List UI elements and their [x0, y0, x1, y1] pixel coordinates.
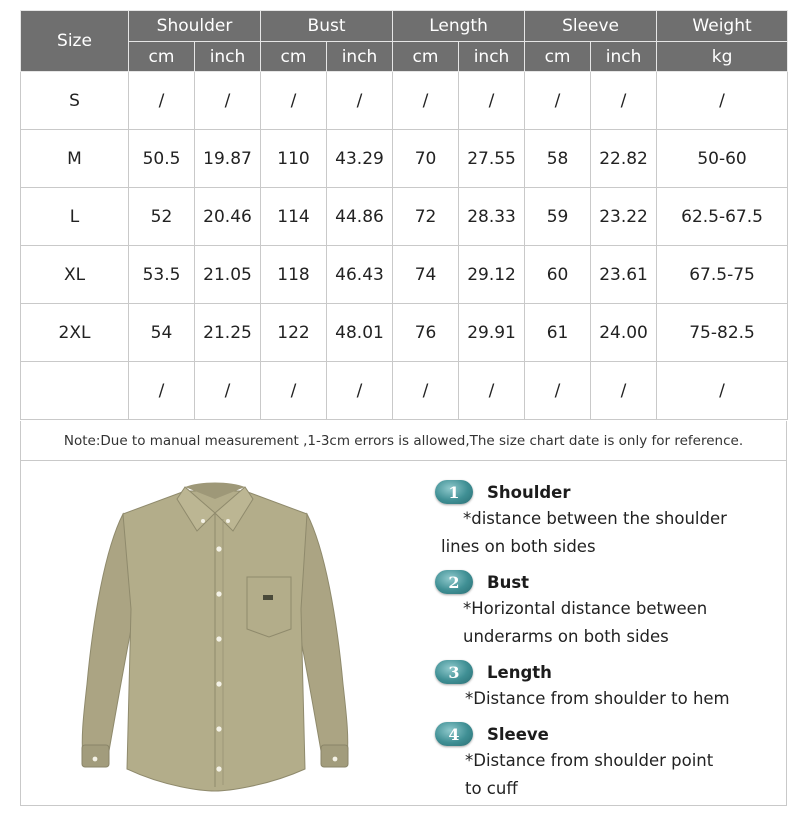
definition-line: underarms on both sides [463, 627, 669, 646]
table-cell: / [393, 72, 459, 130]
definition-title: Shoulder [487, 482, 571, 502]
size-cell: S [21, 72, 129, 130]
table-cell: 21.05 [195, 246, 261, 304]
definition-line: *Horizontal distance between [463, 599, 708, 618]
table-cell: / [459, 362, 525, 420]
table-cell: / [327, 362, 393, 420]
size-cell: XL [21, 246, 129, 304]
unit-header: inch [591, 42, 657, 72]
button [216, 726, 221, 731]
table-row [21, 188, 788, 246]
table-cell: 29.91 [459, 304, 525, 362]
size-cell: M [21, 130, 129, 188]
table-cell: 23.61 [591, 246, 657, 304]
definition-shoulder [435, 479, 775, 561]
table-cell: / [393, 362, 459, 420]
table-row [21, 130, 788, 188]
header-length: Length [393, 11, 525, 42]
table-cell: 50-60 [657, 130, 788, 188]
size-chart-table [20, 10, 788, 420]
table-cell: 72 [393, 188, 459, 246]
size-cell [21, 362, 129, 420]
table-cell: 61 [525, 304, 591, 362]
table-cell: 29.12 [459, 246, 525, 304]
table-row [21, 72, 788, 130]
table-cell: 70 [393, 130, 459, 188]
definition-line: *Distance from shoulder point [465, 751, 714, 770]
table-cell: / [657, 362, 788, 420]
measurement-note [20, 421, 787, 461]
header-bust: Bust [261, 11, 393, 42]
unit-header: inch [195, 42, 261, 72]
table-row [21, 304, 788, 362]
table-cell: / [195, 362, 261, 420]
header-weight: Weight [657, 11, 788, 42]
table-cell: / [657, 72, 788, 130]
table-cell: 74 [393, 246, 459, 304]
table-cell: 59 [525, 188, 591, 246]
left-cuff [82, 745, 109, 767]
table-cell: 28.33 [459, 188, 525, 246]
table-cell: 75-82.5 [657, 304, 788, 362]
table-cell: / [525, 362, 591, 420]
table-cell: 48.01 [327, 304, 393, 362]
table-cell: / [591, 362, 657, 420]
table-cell: 62.5-67.5 [657, 188, 788, 246]
number-badge-3: 3 [435, 660, 473, 684]
note-text: Note:Due to manual measurement ,1-3cm errors is allowed,The size chart date is only for reference. [63, 432, 744, 449]
table-row [21, 246, 788, 304]
unit-header: cm [525, 42, 591, 72]
definition-title: Length [487, 662, 552, 682]
table-cell: 22.82 [591, 130, 657, 188]
table-cell: 44.86 [327, 188, 393, 246]
table-cell: / [261, 362, 327, 420]
shirt-image [65, 469, 365, 799]
table-cell: 110 [261, 130, 327, 188]
number-badge-4: 4 [435, 722, 473, 746]
table-cell: 118 [261, 246, 327, 304]
table-cell: 54 [129, 304, 195, 362]
unit-header: inch [459, 42, 525, 72]
table-cell: 67.5-75 [657, 246, 788, 304]
table-cell: / [129, 362, 195, 420]
definition-title: Sleeve [487, 724, 549, 744]
table-cell: 76 [393, 304, 459, 362]
table-cell: 60 [525, 246, 591, 304]
table-cell: 50.5 [129, 130, 195, 188]
button [216, 681, 221, 686]
table-cell: 58 [525, 130, 591, 188]
table-row [21, 362, 788, 420]
definition-title: Bust [487, 572, 530, 592]
unit-header: inch [327, 42, 393, 72]
table-cell: 19.87 [195, 130, 261, 188]
measurement-guide [20, 460, 787, 806]
number-badge-2: 2 [435, 570, 473, 594]
button [216, 766, 221, 771]
definition-line: *distance between the shoulder [463, 509, 727, 528]
table-cell: / [129, 72, 195, 130]
table-cell: 20.46 [195, 188, 261, 246]
table-cell: 114 [261, 188, 327, 246]
definition-list [435, 479, 775, 811]
table-cell: / [327, 72, 393, 130]
unit-header: kg [657, 42, 788, 72]
header-shoulder: Shoulder [129, 11, 261, 42]
table-cell: 52 [129, 188, 195, 246]
table-cell: 43.29 [327, 130, 393, 188]
table-cell: 27.55 [459, 130, 525, 188]
table-cell: / [591, 72, 657, 130]
definition-line: lines on both sides [441, 537, 596, 556]
definition-line: to cuff [465, 779, 518, 798]
table-cell: / [195, 72, 261, 130]
definition-bust [435, 569, 775, 651]
button [216, 636, 221, 641]
definition-length [435, 659, 775, 713]
table-cell: 21.25 [195, 304, 261, 362]
table-cell: 24.00 [591, 304, 657, 362]
definition-line: *Distance from shoulder to hem [465, 689, 730, 708]
size-cell: 2XL [21, 304, 129, 362]
table-cell: / [525, 72, 591, 130]
button [216, 591, 221, 596]
number-badge-1: 1 [435, 480, 473, 504]
button [216, 546, 221, 551]
table-cell: 53.5 [129, 246, 195, 304]
unit-header: cm [129, 42, 195, 72]
unit-header: cm [393, 42, 459, 72]
unit-header: cm [261, 42, 327, 72]
table-cell: / [459, 72, 525, 130]
right-cuff [321, 745, 348, 767]
definition-sleeve [435, 721, 775, 803]
size-cell: L [21, 188, 129, 246]
size-header: Size [21, 11, 129, 72]
table-cell: / [261, 72, 327, 130]
table-cell: 122 [261, 304, 327, 362]
table-cell: 23.22 [591, 188, 657, 246]
header-sleeve: Sleeve [525, 11, 657, 42]
table-cell: 46.43 [327, 246, 393, 304]
